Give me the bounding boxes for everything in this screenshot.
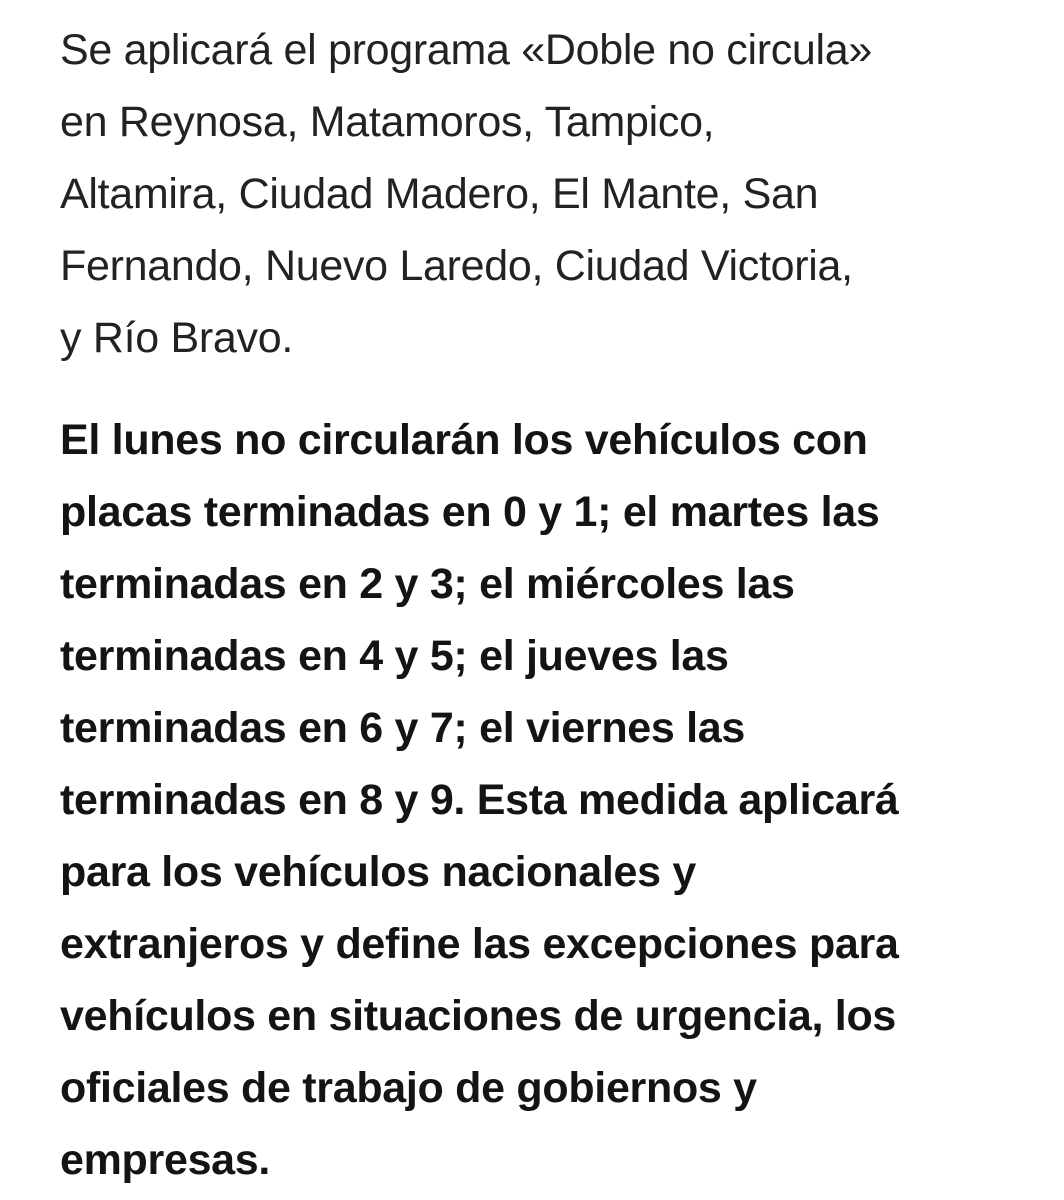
text-line: placas terminadas en 0 y 1; el martes las xyxy=(60,488,880,536)
text-line: terminadas en 4 y 5; el jueves las xyxy=(60,632,729,680)
text-line: en Reynosa, Matamoros, Tampico, xyxy=(60,98,715,146)
text-line: Fernando, Nuevo Laredo, Ciudad Victoria, xyxy=(60,242,853,290)
paragraph-program-cities xyxy=(60,14,1040,374)
text-line: vehículos en situaciones de urgencia, los xyxy=(60,992,897,1040)
text-line: extranjeros y define las excepciones para xyxy=(60,920,899,968)
paragraph-schedule-rules xyxy=(60,404,1040,1196)
text-line: Altamira, Ciudad Madero, El Mante, San xyxy=(60,170,819,218)
text-line: El lunes no circularán los vehículos con xyxy=(60,416,868,464)
text-line: Se aplicará el programa «Doble no circula» xyxy=(60,26,873,74)
text-line: oficiales de trabajo de gobiernos y xyxy=(60,1064,757,1112)
text-line: para los vehículos nacionales y xyxy=(60,848,696,896)
text-line: terminadas en 6 y 7; el viernes las xyxy=(60,704,746,752)
text-line: empresas. xyxy=(60,1136,271,1184)
text-line: y Río Bravo. xyxy=(60,314,293,362)
article-body xyxy=(60,14,1040,1196)
text-line: terminadas en 8 y 9. Esta medida aplicará xyxy=(60,776,899,824)
text-line: terminadas en 2 y 3; el miércoles las xyxy=(60,560,795,608)
